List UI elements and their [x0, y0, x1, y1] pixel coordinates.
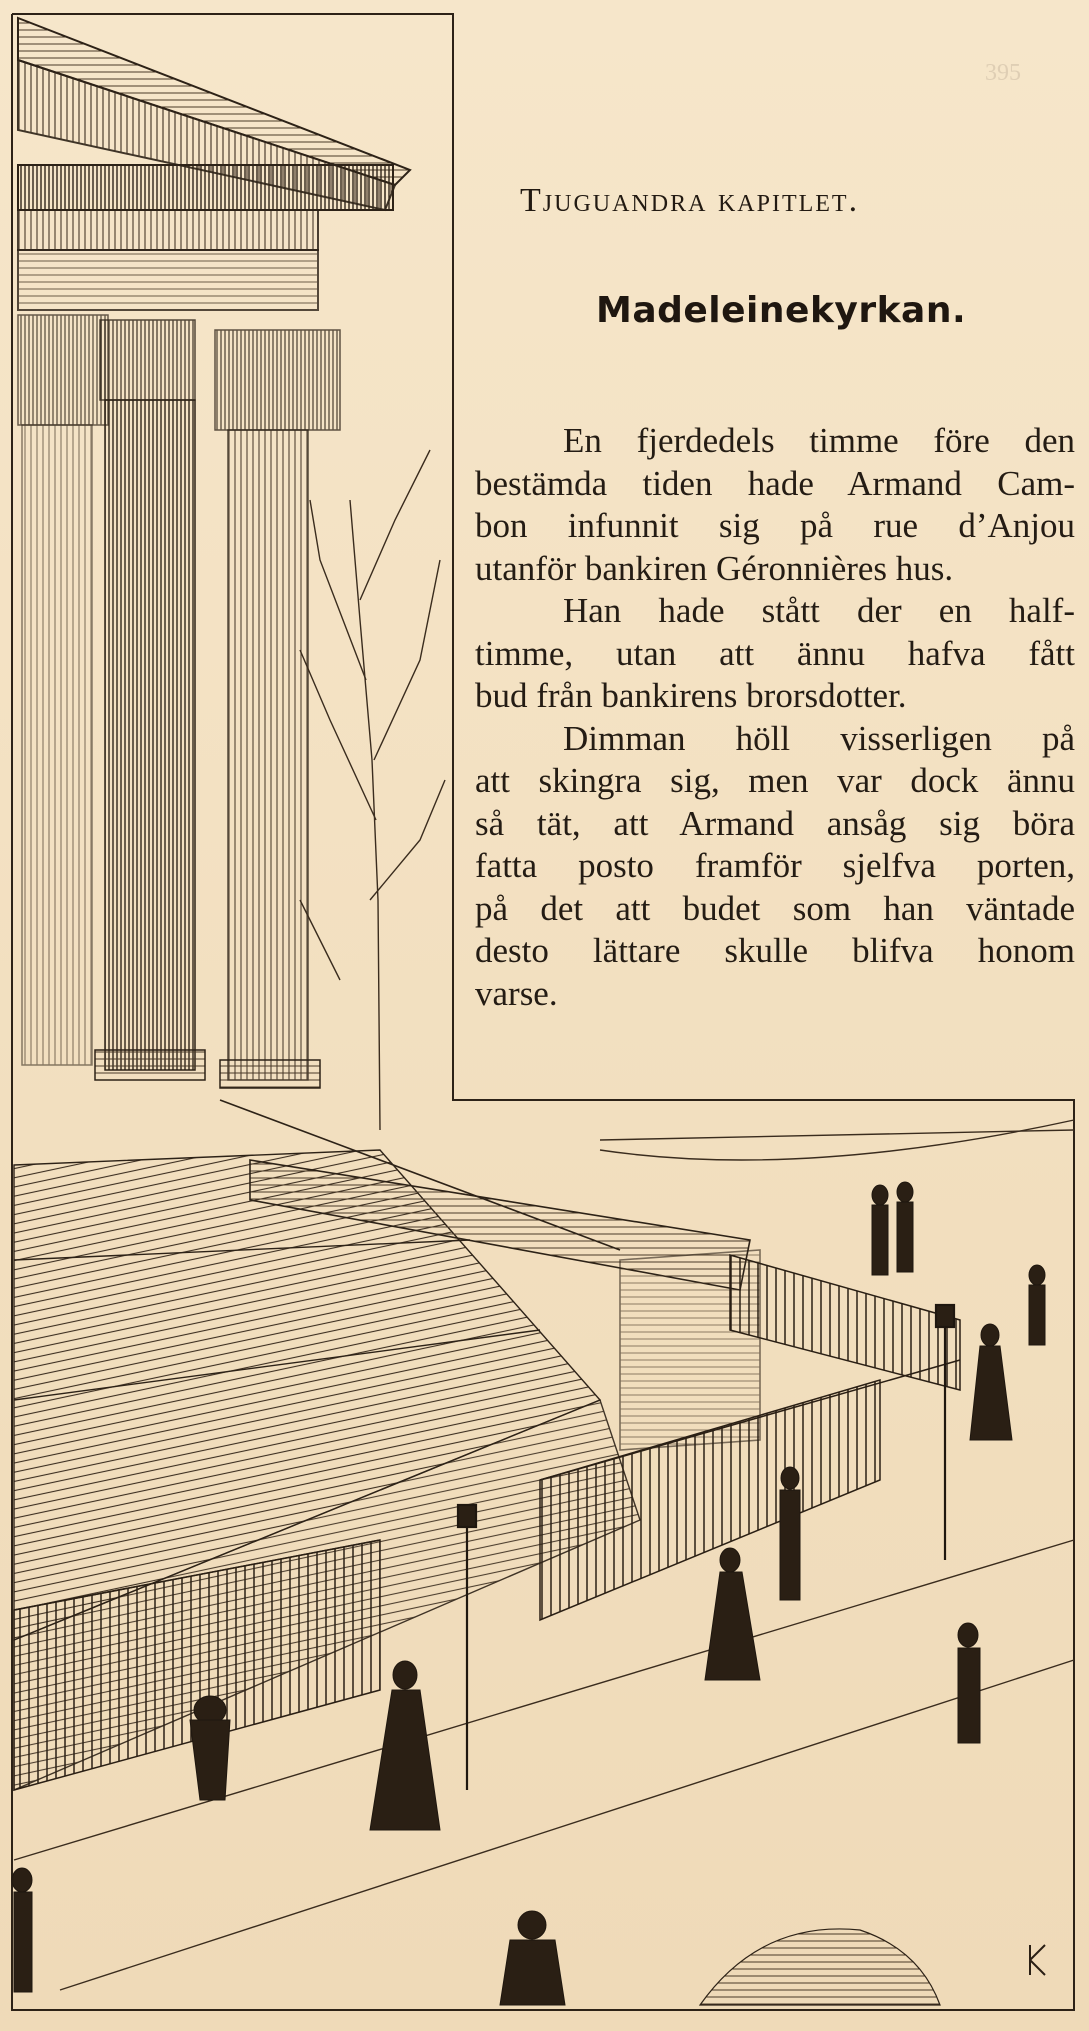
text-line: bon infunnit sig på rue d’Anjou: [475, 506, 1075, 545]
pedestrian-lady-2: [705, 1548, 760, 1680]
text-line: En fjerdedels timme före den: [563, 421, 1075, 460]
text-line: Han hade stått der en half-: [563, 591, 1075, 630]
chapter-heading: Tjuguandra kapitlet.: [520, 182, 860, 219]
text-line: bud från bankirens brorsdotter.: [475, 676, 907, 715]
pedestrian-foreground: [500, 1911, 565, 2005]
section-title: Madeleinekyrkan.: [596, 290, 967, 331]
bleed-through-page-number: 395: [985, 60, 1021, 86]
text-line: desto lättare skulle blifva honom: [475, 931, 1075, 970]
bush: [700, 1929, 940, 2005]
text-line: utanför bankiren Géronnières hus.: [475, 548, 954, 588]
pedestrian-lady-3: [970, 1324, 1012, 1440]
text-line: fatta posto framför sjelfva porten,: [475, 846, 1075, 885]
pediment: [18, 18, 410, 310]
text-line: på det att budet som han väntade: [475, 888, 1075, 928]
pedestrian-man-5: [1029, 1265, 1045, 1345]
pedestrian-man-4: [897, 1182, 913, 1272]
text-line: timme, utan att ännu hafva fått: [475, 633, 1075, 673]
text-line: så tät, att Armand ansåg sig böra: [475, 803, 1075, 843]
columns: [22, 400, 320, 1088]
text-line: att skingra sig, men var dock ännu: [475, 761, 1075, 800]
artist-signature: [1030, 1945, 1045, 1975]
pedestrian-child: [190, 1696, 230, 1800]
pedestrian-man-2: [958, 1623, 980, 1743]
pedestrian-left-edge: [12, 1868, 32, 1992]
text-line: Dimman höll visserligen på: [563, 718, 1075, 758]
body-text: [475, 420, 1075, 1015]
text-line: bestämda tiden hade Armand Cam-: [475, 463, 1075, 503]
bare-tree: [300, 450, 445, 1130]
text-line: varse.: [475, 973, 558, 1013]
pedestrian-man-3: [872, 1185, 888, 1275]
